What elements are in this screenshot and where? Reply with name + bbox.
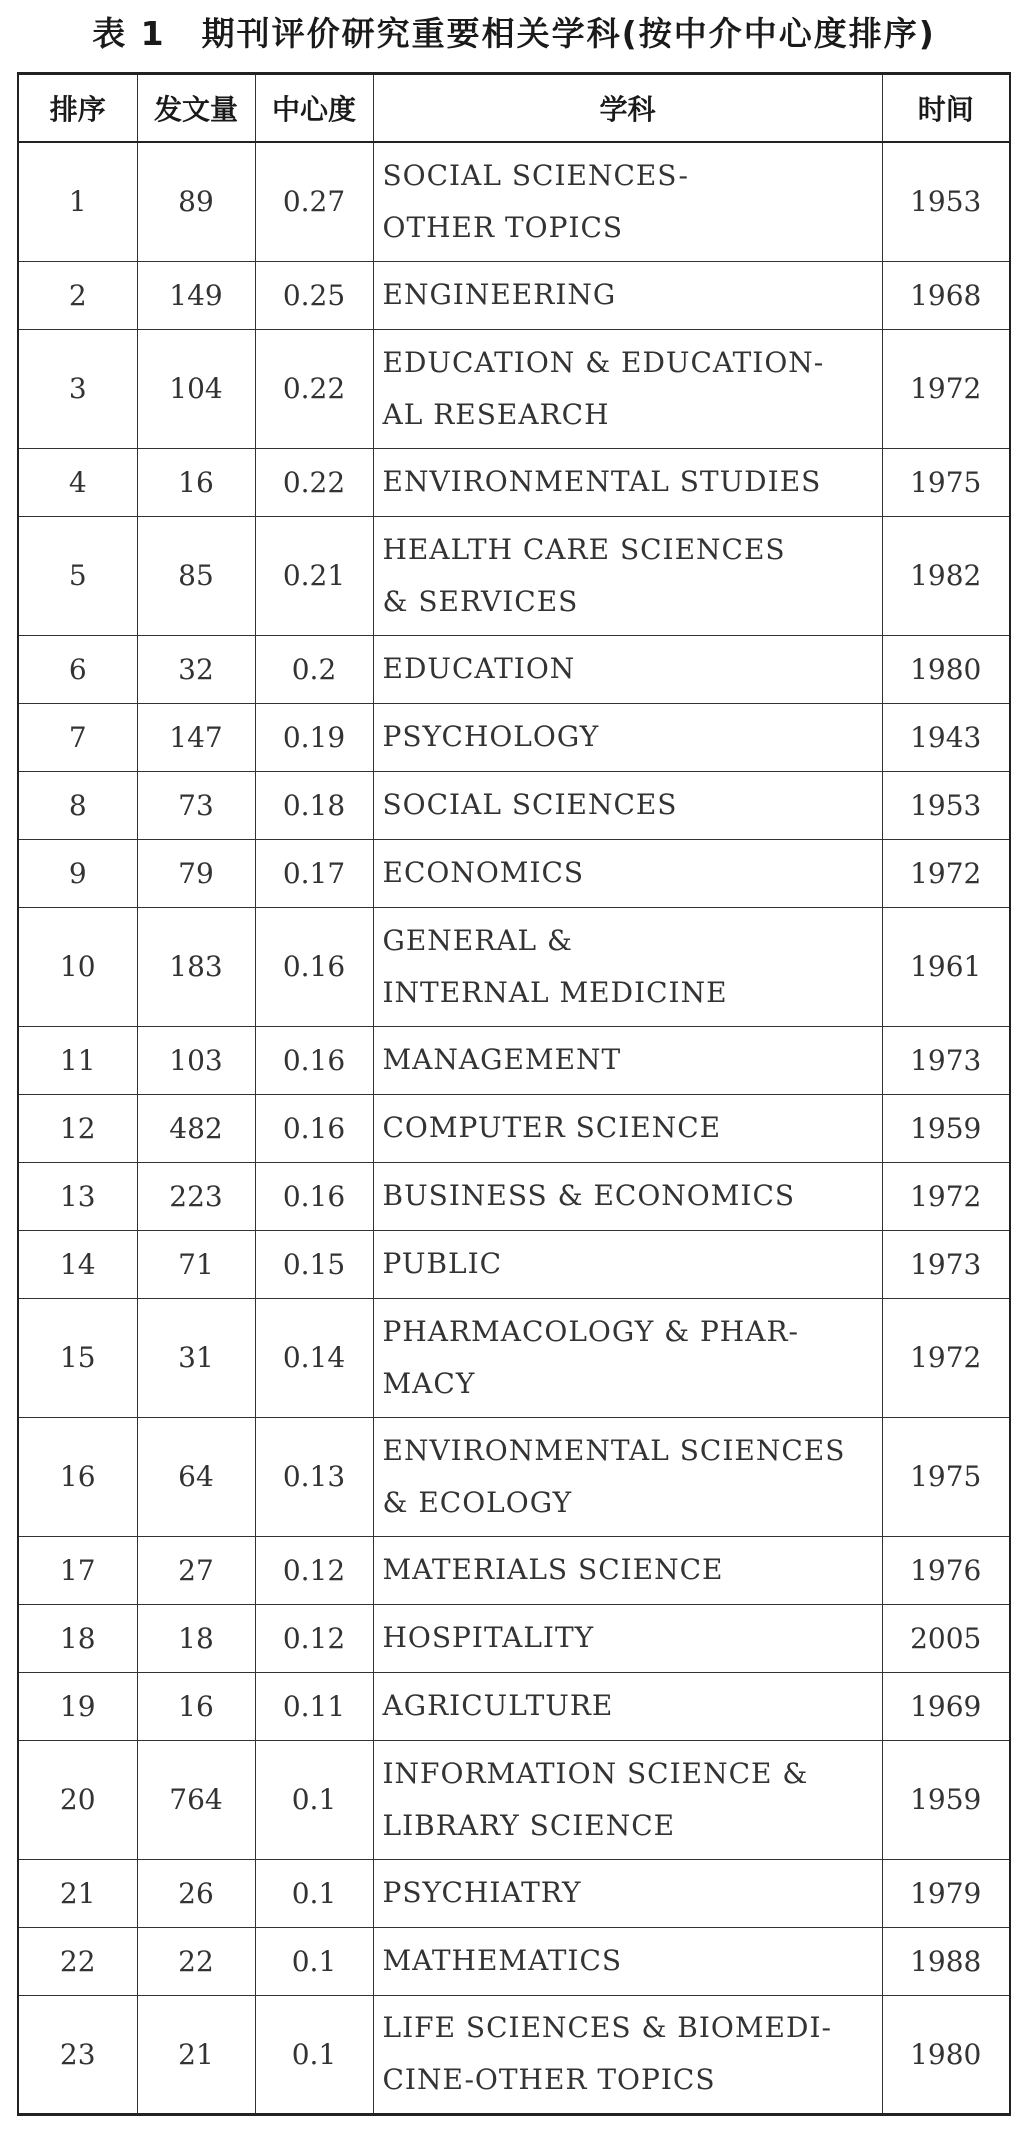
cell-year: 1959 <box>882 1740 1010 1859</box>
cell-subject <box>373 516 882 635</box>
subject-line: ENVIRONMENTAL SCIENCES <box>382 1433 846 1467</box>
cell-year: 1982 <box>882 516 1010 635</box>
subject-line: COMPUTER SCIENCE <box>382 1111 722 1144</box>
cell-count: 16 <box>137 1672 255 1740</box>
table-row <box>18 142 1010 261</box>
cell-centrality: 0.21 <box>255 516 373 635</box>
cell-subject <box>373 1026 882 1094</box>
cell-rank: 18 <box>18 1604 137 1672</box>
table-row <box>18 1094 1010 1162</box>
table-row <box>18 1162 1010 1230</box>
table-row <box>18 1230 1010 1298</box>
cell-subject <box>373 635 882 703</box>
cell-rank: 7 <box>18 703 137 771</box>
cell-rank: 11 <box>18 1026 137 1094</box>
cell-year: 1968 <box>882 261 1010 329</box>
subject-line: ECONOMICS <box>382 856 585 889</box>
subject-line: ENVIRONMENTAL STUDIES <box>382 465 822 498</box>
subject-line: MATERIALS SCIENCE <box>382 1553 724 1586</box>
table-row <box>18 1026 1010 1094</box>
subject-line: AL RESEARCH <box>382 397 610 431</box>
table-row <box>18 516 1010 635</box>
cell-count: 147 <box>137 703 255 771</box>
cell-centrality: 0.19 <box>255 703 373 771</box>
cell-subject <box>373 142 882 261</box>
cell-year: 1961 <box>882 907 1010 1026</box>
table-row <box>18 448 1010 516</box>
subject-line: BUSINESS & ECONOMICS <box>382 1179 796 1212</box>
subject-line: AGRICULTURE <box>382 1689 614 1722</box>
subject-line: SOCIAL SCIENCES <box>382 788 678 821</box>
cell-subject <box>373 1859 882 1927</box>
header-count: 发文量 <box>137 74 255 143</box>
cell-count: 71 <box>137 1230 255 1298</box>
cell-centrality: 0.1 <box>255 1859 373 1927</box>
cell-subject <box>373 1230 882 1298</box>
cell-subject <box>373 703 882 771</box>
cell-year: 1969 <box>882 1672 1010 1740</box>
cell-count: 18 <box>137 1604 255 1672</box>
cell-rank: 4 <box>18 448 137 516</box>
cell-centrality: 0.22 <box>255 329 373 448</box>
cell-rank: 22 <box>18 1927 137 1995</box>
subject-line: PUBLIC <box>382 1247 503 1280</box>
cell-count: 27 <box>137 1536 255 1604</box>
cell-rank: 8 <box>18 771 137 839</box>
cell-rank: 13 <box>18 1162 137 1230</box>
cell-count: 79 <box>137 839 255 907</box>
cell-year: 1975 <box>882 448 1010 516</box>
subject-line: ENGINEERING <box>382 278 617 311</box>
table-title: 期刊评价研究重要相关学科(按中介中心度排序) <box>201 13 936 53</box>
cell-subject <box>373 1995 882 2114</box>
cell-count: 22 <box>137 1927 255 1995</box>
cell-centrality: 0.25 <box>255 261 373 329</box>
cell-subject <box>373 1094 882 1162</box>
table-row <box>18 907 1010 1026</box>
subject-line: EDUCATION & EDUCATION- <box>382 345 825 379</box>
cell-centrality: 0.15 <box>255 1230 373 1298</box>
cell-count: 149 <box>137 261 255 329</box>
cell-rank: 5 <box>18 516 137 635</box>
cell-centrality: 0.16 <box>255 907 373 1026</box>
subject-line: MATHEMATICS <box>382 1944 623 1977</box>
cell-year: 1973 <box>882 1230 1010 1298</box>
cell-subject <box>373 839 882 907</box>
cell-rank: 14 <box>18 1230 137 1298</box>
cell-rank: 6 <box>18 635 137 703</box>
subject-line: & ECOLOGY <box>382 1485 573 1519</box>
cell-count: 103 <box>137 1026 255 1094</box>
table-row <box>18 329 1010 448</box>
cell-count: 32 <box>137 635 255 703</box>
cell-rank: 15 <box>18 1298 137 1417</box>
cell-year: 1975 <box>882 1417 1010 1536</box>
table-row <box>18 1859 1010 1927</box>
cell-count: 85 <box>137 516 255 635</box>
cell-year: 1979 <box>882 1859 1010 1927</box>
cell-subject <box>373 907 882 1026</box>
cell-year: 1959 <box>882 1094 1010 1162</box>
cell-count: 16 <box>137 448 255 516</box>
subject-line: OTHER TOPICS <box>382 210 624 244</box>
cell-centrality: 0.16 <box>255 1162 373 1230</box>
cell-rank: 2 <box>18 261 137 329</box>
cell-count: 482 <box>137 1094 255 1162</box>
table-row <box>18 703 1010 771</box>
cell-count: 64 <box>137 1417 255 1536</box>
cell-centrality: 0.14 <box>255 1298 373 1417</box>
header-rank: 排序 <box>18 74 137 143</box>
cell-rank: 12 <box>18 1094 137 1162</box>
cell-centrality: 0.12 <box>255 1604 373 1672</box>
subject-line: GENERAL & <box>382 923 573 957</box>
cell-rank: 9 <box>18 839 137 907</box>
cell-year: 2005 <box>882 1604 1010 1672</box>
cell-centrality: 0.12 <box>255 1536 373 1604</box>
cell-subject <box>373 1162 882 1230</box>
subject-line: PHARMACOLOGY & PHAR- <box>382 1314 799 1348</box>
table-header <box>18 74 1010 143</box>
cell-rank: 10 <box>18 907 137 1026</box>
cell-rank: 17 <box>18 1536 137 1604</box>
cell-subject <box>373 261 882 329</box>
data-table <box>17 72 1011 2116</box>
cell-year: 1972 <box>882 1298 1010 1417</box>
subject-line: & SERVICES <box>382 584 579 618</box>
subject-line: HEALTH CARE SCIENCES <box>382 532 786 566</box>
cell-count: 183 <box>137 907 255 1026</box>
table-caption <box>0 0 1028 62</box>
cell-rank: 23 <box>18 1995 137 2114</box>
cell-rank: 21 <box>18 1859 137 1927</box>
subject-line: HOSPITALITY <box>382 1621 595 1654</box>
cell-year: 1976 <box>882 1536 1010 1604</box>
cell-centrality: 0.1 <box>255 1740 373 1859</box>
table-number: 表 1 <box>92 13 166 53</box>
cell-year: 1972 <box>882 1162 1010 1230</box>
table-row <box>18 1298 1010 1417</box>
cell-rank: 19 <box>18 1672 137 1740</box>
cell-subject <box>373 1536 882 1604</box>
cell-rank: 20 <box>18 1740 137 1859</box>
subject-line: PSYCHIATRY <box>382 1876 582 1909</box>
table-row <box>18 1927 1010 1995</box>
cell-centrality: 0.1 <box>255 1995 373 2114</box>
table-row <box>18 635 1010 703</box>
header-subject: 学科 <box>373 74 882 143</box>
cell-subject <box>373 1672 882 1740</box>
subject-line: MACY <box>382 1366 476 1400</box>
cell-subject <box>373 771 882 839</box>
subject-line: PSYCHOLOGY <box>382 720 600 753</box>
cell-year: 1972 <box>882 329 1010 448</box>
table-row <box>18 1417 1010 1536</box>
cell-year: 1980 <box>882 635 1010 703</box>
subject-line: CINE-OTHER TOPICS <box>382 2063 716 2096</box>
cell-count: 764 <box>137 1740 255 1859</box>
cell-subject <box>373 329 882 448</box>
cell-rank: 16 <box>18 1417 137 1536</box>
cell-count: 223 <box>137 1162 255 1230</box>
cell-centrality: 0.1 <box>255 1927 373 1995</box>
cell-subject <box>373 1927 882 1995</box>
cell-centrality: 0.16 <box>255 1094 373 1162</box>
cell-subject <box>373 1417 882 1536</box>
cell-rank: 3 <box>18 329 137 448</box>
subject-line: LIFE SCIENCES & BIOMEDI- <box>382 2011 832 2044</box>
table-row <box>18 1672 1010 1740</box>
cell-year: 1972 <box>882 839 1010 907</box>
header-row <box>18 74 1010 143</box>
subject-line: EDUCATION <box>382 652 576 685</box>
table-body <box>18 142 1010 2114</box>
cell-year: 1980 <box>882 1995 1010 2114</box>
subject-line: SOCIAL SCIENCES- <box>382 158 689 192</box>
table-row <box>18 1536 1010 1604</box>
cell-year: 1953 <box>882 142 1010 261</box>
cell-count: 26 <box>137 1859 255 1927</box>
cell-year: 1973 <box>882 1026 1010 1094</box>
cell-subject <box>373 1604 882 1672</box>
cell-centrality: 0.2 <box>255 635 373 703</box>
cell-year: 1943 <box>882 703 1010 771</box>
cell-year: 1988 <box>882 1927 1010 1995</box>
subject-line: INFORMATION SCIENCE & <box>382 1756 809 1790</box>
cell-centrality: 0.27 <box>255 142 373 261</box>
header-centrality: 中心度 <box>255 74 373 143</box>
cell-centrality: 0.17 <box>255 839 373 907</box>
cell-count: 21 <box>137 1995 255 2114</box>
subject-line: INTERNAL MEDICINE <box>382 975 728 1009</box>
table-row <box>18 1740 1010 1859</box>
table-row <box>18 1995 1010 2114</box>
cell-count: 89 <box>137 142 255 261</box>
table-row <box>18 261 1010 329</box>
header-year: 时间 <box>882 74 1010 143</box>
subject-line: MANAGEMENT <box>382 1043 622 1076</box>
cell-year: 1953 <box>882 771 1010 839</box>
cell-rank: 1 <box>18 142 137 261</box>
table-row <box>18 771 1010 839</box>
cell-centrality: 0.13 <box>255 1417 373 1536</box>
cell-count: 104 <box>137 329 255 448</box>
table-row <box>18 1604 1010 1672</box>
table-row <box>18 839 1010 907</box>
cell-centrality: 0.22 <box>255 448 373 516</box>
cell-centrality: 0.18 <box>255 771 373 839</box>
cell-subject <box>373 448 882 516</box>
cell-count: 31 <box>137 1298 255 1417</box>
cell-centrality: 0.16 <box>255 1026 373 1094</box>
cell-centrality: 0.11 <box>255 1672 373 1740</box>
subject-line: LIBRARY SCIENCE <box>382 1808 676 1842</box>
cell-count: 73 <box>137 771 255 839</box>
cell-subject <box>373 1740 882 1859</box>
cell-subject <box>373 1298 882 1417</box>
